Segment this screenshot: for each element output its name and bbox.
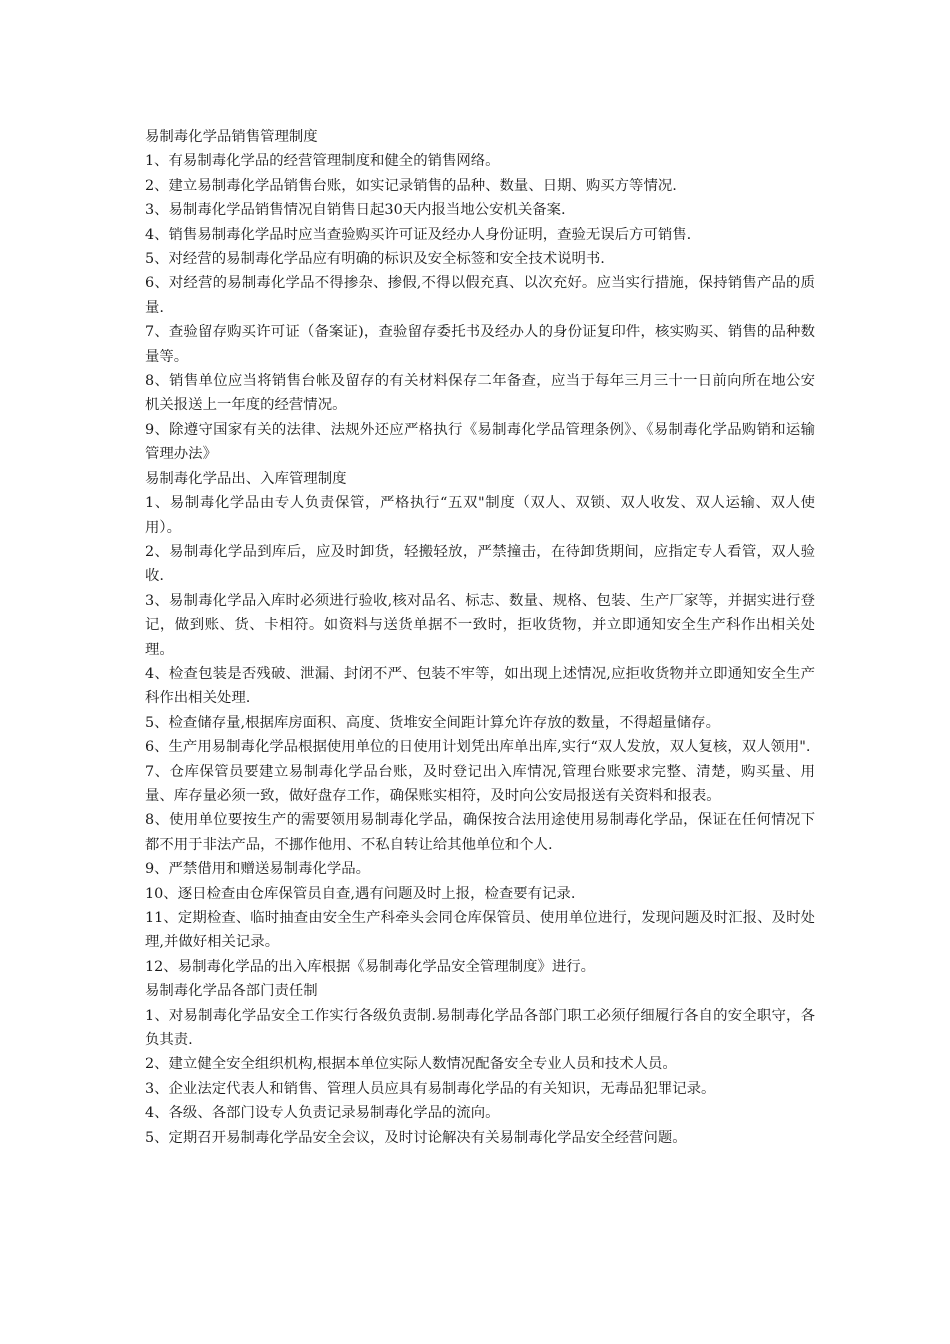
list-item: 7、仓库保管员要建立易制毒化学品台账，及时登记出入库情况,管理台账要求完整、清楚，购买量、用量、库存量必须一致，做好盘存工作，确保账实相符，及时向公安局报送有关资料和报表。 [145,763,815,804]
section-title: 易制毒化学品出、入库管理制度 [145,470,347,487]
list-item: 6、对经营的易制毒化学品不得掺杂、掺假,不得以假充真、以次充好。应当实行措施，保持销售产品的质量. [145,275,815,316]
list-item: 4、检查包装是否残破、泄漏、封闭不严、包装不牢等，如出现上述情况,应拒收货物并立即通知安全生产科作出相关处理. [145,665,815,707]
list-item: 9、严禁借用和赠送易制毒化学品。 [145,861,371,878]
list-item: 2、易制毒化学品到库后，应及时卸货，轻搬轻放，严禁撞击，在待卸货期间，应指定专人看管，双人验收. [145,543,815,585]
list-item: 4、销售易制毒化学品时应当查验购买许可证及经办人身份证明，查验无误后方可销售. [145,226,692,243]
list-item: 1、易制毒化学品由专人负责保管，严格执行“五双"制度（双人、双锁、双人收发、双人运输、双人使用）。 [145,495,815,536]
section-title: 易制毒化学品销售管理制度 [145,129,318,145]
list-item: 1、对易制毒化学品安全工作实行各级负责制.易制毒化学品各部门职工必须仔细履行各自的安全职守，各负其责. [145,1007,815,1049]
list-item: 3、企业法定代表人和销售、管理人员应具有易制毒化学品的有关知识，无毒品犯罪记录。 [145,1080,716,1097]
list-item: 8、使用单位要按生产的需要领用易制毒化学品，确保按合法用途使用易制毒化学品，保证在任何情况下都不用于非法产品，不挪作他用、不私自转让给其他单位和个人. [145,812,815,853]
list-item: 5、检查储存量,根据库房面积、高度、货堆安全间距计算允许存放的数量，不得超量储存。 [145,714,720,731]
list-item: 10、逐日检查由仓库保管员自查,遇有问题及时上报，检查要有记录. [145,885,576,902]
list-item: 9、除遵守国家有关的法律、法规外还应严格执行《易制毒化学品管理条例》、《易制毒化学品购销和运输管理办法》 [145,421,815,463]
list-item: 2、建立易制毒化学品销售台账，如实记录销售的品种、数量、日期、购买方等情况. [145,177,677,194]
list-item: 11、定期检查、临时抽查由安全生产科牵头会同仓库保管员、使用单位进行，发现问题及时汇报、及时处理,并做好相关记录。 [145,910,815,951]
list-item: 6、生产用易制毒化学品根据使用单位的日使用计划凭出库单出库,实行“双人发放，双人复核，双人领用". [145,739,811,756]
list-item: 4、各级、各部门设专人负责记录易制毒化学品的流向。 [145,1105,500,1122]
list-item: 3、易制毒化学品销售情况自销售日起30天内报当地公安机关备案. [145,202,566,219]
section-title: 易制毒化学品各部门责任制 [145,983,318,1000]
list-item: 3、易制毒化学品入库时必须进行验收,核对品名、标志、数量、规格、包装、生产厂家等，并据实进行登记，做到账、货、卡相符。如资料与送货单据不一致时，拒收货物，并立即通知安全生产科作出相关处理。 [145,592,815,658]
section-responsibility [145,979,815,1150]
list-item: 5、对经营的易制毒化学品应有明确的标识及安全标签和安全技术说明书. [145,251,605,268]
list-item: 5、定期召开易制毒化学品安全会议，及时讨论解决有关易制毒化学品安全经营问题。 [145,1129,687,1146]
list-item: 2、建立健全安全组织机构,根据本单位实际人数情况配备安全专业人员和技术人员。 [145,1056,677,1073]
list-item: 7、查验留存购买许可证（备案证)，查验留存委托书及经办人的身份证复印件，核实购买、销售的品种数量等。 [145,324,815,365]
list-item: 1、有易制毒化学品的经营管理制度和健全的销售网络。 [145,153,500,170]
section-sales [145,125,815,467]
list-item: 12、易制毒化学品的出入库根据《易制毒化学品安全管理制度》进行。 [145,958,596,975]
document-page [145,125,815,1150]
section-warehouse [145,467,815,980]
list-item: 8、销售单位应当将销售台帐及留存的有关材料保存二年备查，应当于每年三月三十一日前向所在地公安机关报送上一年度的经营情况。 [145,373,815,414]
